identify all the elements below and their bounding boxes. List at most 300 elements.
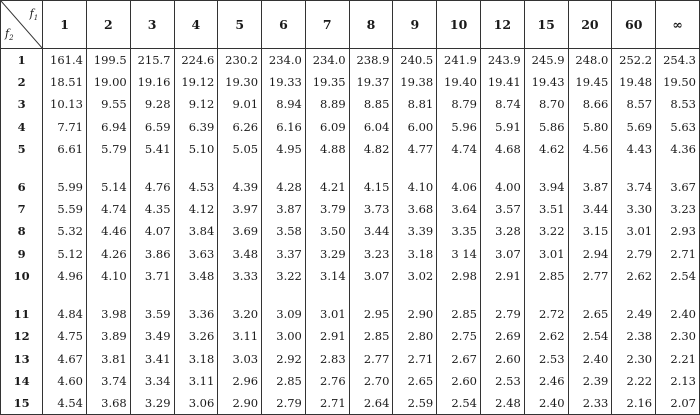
spacer-cell <box>262 160 306 175</box>
value-cell: 5.96 <box>437 116 481 138</box>
value-cell: 3.50 <box>305 220 349 242</box>
table-row <box>1 392 700 414</box>
value-cell: 3.68 <box>393 198 437 220</box>
value-cell: 2.85 <box>262 370 306 392</box>
value-cell: 6.26 <box>218 116 262 138</box>
value-cell: 2.21 <box>656 347 700 369</box>
value-cell: 6.61 <box>43 138 87 160</box>
value-cell: 5.14 <box>86 176 130 198</box>
value-cell: 6.94 <box>86 116 130 138</box>
value-cell: 3.01 <box>305 303 349 325</box>
value-cell: 3.11 <box>218 325 262 347</box>
value-cell: 2.40 <box>656 303 700 325</box>
spacer-cell <box>86 160 130 175</box>
value-cell: 2.77 <box>349 347 393 369</box>
value-cell: 2.91 <box>305 325 349 347</box>
column-header: ∞ <box>656 1 700 49</box>
value-cell: 3.11 <box>174 370 218 392</box>
table-row <box>1 370 700 392</box>
value-cell: 2.49 <box>612 303 656 325</box>
value-cell: 19.45 <box>568 71 612 93</box>
column-header: 20 <box>568 1 612 49</box>
value-cell: 2.93 <box>656 220 700 242</box>
value-cell: 2.64 <box>349 392 393 414</box>
value-cell: 243.9 <box>480 49 524 71</box>
table-row <box>1 265 700 287</box>
value-cell: 5.86 <box>524 116 568 138</box>
value-cell: 2.13 <box>656 370 700 392</box>
value-cell: 2.54 <box>656 265 700 287</box>
value-cell: 6.00 <box>393 116 437 138</box>
value-cell: 4.39 <box>218 176 262 198</box>
row-label: 11 <box>1 303 43 325</box>
value-cell: 3.01 <box>524 243 568 265</box>
value-cell: 2.90 <box>218 392 262 414</box>
value-cell: 2.72 <box>524 303 568 325</box>
corner-cell <box>1 1 43 49</box>
spacer-cell <box>174 160 218 175</box>
value-cell: 4.56 <box>568 138 612 160</box>
value-cell: 8.74 <box>480 93 524 115</box>
value-cell: 3.97 <box>218 198 262 220</box>
value-cell: 240.5 <box>393 49 437 71</box>
spacer-cell <box>656 287 700 302</box>
value-cell: 19.00 <box>86 71 130 93</box>
value-cell: 3.30 <box>612 198 656 220</box>
value-cell: 3.29 <box>130 392 174 414</box>
value-cell: 2.77 <box>568 265 612 287</box>
value-cell: 254.3 <box>656 49 700 71</box>
value-cell: 3.39 <box>393 220 437 242</box>
spacer-cell <box>524 287 568 302</box>
table-row <box>1 71 700 93</box>
value-cell: 4.43 <box>612 138 656 160</box>
spacer-cell <box>1 287 43 302</box>
value-cell: 8.66 <box>568 93 612 115</box>
spacer-cell <box>349 160 393 175</box>
value-cell: 3.63 <box>174 243 218 265</box>
value-cell: 2.79 <box>612 243 656 265</box>
value-cell: 4.46 <box>86 220 130 242</box>
value-cell: 2.83 <box>305 347 349 369</box>
value-cell: 2.46 <box>524 370 568 392</box>
value-cell: 8.81 <box>393 93 437 115</box>
row-label: 7 <box>1 198 43 220</box>
value-cell: 9.01 <box>218 93 262 115</box>
spacer-cell <box>612 160 656 175</box>
value-cell: 19.40 <box>437 71 481 93</box>
value-cell: 4.10 <box>86 265 130 287</box>
value-cell: 4.35 <box>130 198 174 220</box>
value-cell: 3.07 <box>349 265 393 287</box>
value-cell: 4.74 <box>437 138 481 160</box>
value-cell: 3.20 <box>218 303 262 325</box>
column-header: 9 <box>393 1 437 49</box>
value-cell: 2.90 <box>393 303 437 325</box>
row-label: 6 <box>1 176 43 198</box>
value-cell: 2.65 <box>393 370 437 392</box>
spacer-cell <box>174 287 218 302</box>
table-row <box>1 198 700 220</box>
value-cell: 3.23 <box>349 243 393 265</box>
column-header: 7 <box>305 1 349 49</box>
value-cell: 3.02 <box>393 265 437 287</box>
value-cell: 2.59 <box>393 392 437 414</box>
value-cell: 248.0 <box>568 49 612 71</box>
spacer-cell <box>130 160 174 175</box>
value-cell: 3.22 <box>524 220 568 242</box>
spacer-cell <box>480 287 524 302</box>
value-cell: 4.12 <box>174 198 218 220</box>
value-cell: 234.0 <box>305 49 349 71</box>
column-header: 3 <box>130 1 174 49</box>
value-cell: 2.40 <box>568 347 612 369</box>
spacer-cell <box>480 160 524 175</box>
value-cell: 3 14 <box>437 243 481 265</box>
value-cell: 5.69 <box>612 116 656 138</box>
value-cell: 199.5 <box>86 49 130 71</box>
value-cell: 5.41 <box>130 138 174 160</box>
value-cell: 230.2 <box>218 49 262 71</box>
spacer-cell <box>305 287 349 302</box>
value-cell: 4.75 <box>43 325 87 347</box>
value-cell: 2.33 <box>568 392 612 414</box>
spacer-cell <box>612 287 656 302</box>
value-cell: 4.06 <box>437 176 481 198</box>
table-row <box>1 347 700 369</box>
value-cell: 2.85 <box>524 265 568 287</box>
value-cell: 5.80 <box>568 116 612 138</box>
value-cell: 19.12 <box>174 71 218 93</box>
value-cell: 4.88 <box>305 138 349 160</box>
spacer-cell <box>43 287 87 302</box>
value-cell: 3.29 <box>305 243 349 265</box>
value-cell: 3.58 <box>262 220 306 242</box>
spacer-cell <box>656 160 700 175</box>
value-cell: 4.95 <box>262 138 306 160</box>
value-cell: 7.71 <box>43 116 87 138</box>
spacer-cell <box>393 160 437 175</box>
value-cell: 10.13 <box>43 93 87 115</box>
table-row <box>1 303 700 325</box>
value-cell: 3.44 <box>349 220 393 242</box>
value-cell: 2.76 <box>305 370 349 392</box>
value-cell: 3.23 <box>656 198 700 220</box>
value-cell: 18.51 <box>43 71 87 93</box>
header-row <box>1 1 700 49</box>
value-cell: 3.59 <box>130 303 174 325</box>
row-label: 3 <box>1 93 43 115</box>
row-label: 8 <box>1 220 43 242</box>
value-cell: 3.73 <box>349 198 393 220</box>
value-cell: 19.37 <box>349 71 393 93</box>
value-cell: 5.59 <box>43 198 87 220</box>
value-cell: 3.22 <box>262 265 306 287</box>
value-cell: 19.41 <box>480 71 524 93</box>
value-cell: 5.05 <box>218 138 262 160</box>
value-cell: 3.49 <box>130 325 174 347</box>
row-label: 1 <box>1 49 43 71</box>
value-cell: 5.63 <box>656 116 700 138</box>
spacer-cell <box>524 160 568 175</box>
table-row <box>1 93 700 115</box>
value-cell: 6.09 <box>305 116 349 138</box>
value-cell: 5.32 <box>43 220 87 242</box>
value-cell: 8.57 <box>612 93 656 115</box>
spacer-cell <box>1 160 43 175</box>
value-cell: 4.96 <box>43 265 87 287</box>
value-cell: 8.79 <box>437 93 481 115</box>
value-cell: 2.38 <box>612 325 656 347</box>
value-cell: 4.00 <box>480 176 524 198</box>
value-cell: 4.62 <box>524 138 568 160</box>
spacer-cell <box>130 287 174 302</box>
value-cell: 2.60 <box>437 370 481 392</box>
value-cell: 3.48 <box>174 265 218 287</box>
value-cell: 2.98 <box>437 265 481 287</box>
value-cell: 3.87 <box>568 176 612 198</box>
value-cell: 2.60 <box>480 347 524 369</box>
value-cell: 4.54 <box>43 392 87 414</box>
value-cell: 3.87 <box>262 198 306 220</box>
value-cell: 19.35 <box>305 71 349 93</box>
value-cell: 2.67 <box>437 347 481 369</box>
value-cell: 9.12 <box>174 93 218 115</box>
table-row <box>1 325 700 347</box>
value-cell: 2.22 <box>612 370 656 392</box>
value-cell: 8.85 <box>349 93 393 115</box>
value-cell: 2.71 <box>305 392 349 414</box>
spacer-cell <box>437 287 481 302</box>
value-cell: 3.15 <box>568 220 612 242</box>
column-header: 4 <box>174 1 218 49</box>
value-cell: 224.6 <box>174 49 218 71</box>
value-cell: 8.70 <box>524 93 568 115</box>
value-cell: 245.9 <box>524 49 568 71</box>
value-cell: 3.89 <box>86 325 130 347</box>
spacer-cell <box>437 160 481 175</box>
table-row <box>1 138 700 160</box>
value-cell: 3.18 <box>393 243 437 265</box>
table-row <box>1 49 700 71</box>
spacer-cell <box>305 160 349 175</box>
column-header: 5 <box>218 1 262 49</box>
value-cell: 3.64 <box>437 198 481 220</box>
value-cell: 2.62 <box>524 325 568 347</box>
row-label: 13 <box>1 347 43 369</box>
value-cell: 2.91 <box>480 265 524 287</box>
column-header: 1 <box>43 1 87 49</box>
value-cell: 4.68 <box>480 138 524 160</box>
value-cell: 4.53 <box>174 176 218 198</box>
value-cell: 2.96 <box>218 370 262 392</box>
value-cell: 3.14 <box>305 265 349 287</box>
value-cell: 2.40 <box>524 392 568 414</box>
value-cell: 8.94 <box>262 93 306 115</box>
value-cell: 2.69 <box>480 325 524 347</box>
group-spacer <box>1 160 700 175</box>
value-cell: 3.41 <box>130 347 174 369</box>
row-label: 10 <box>1 265 43 287</box>
value-cell: 2.48 <box>480 392 524 414</box>
value-cell: 2.71 <box>656 243 700 265</box>
value-cell: 4.67 <box>43 347 87 369</box>
value-cell: 2.94 <box>568 243 612 265</box>
row-label: 15 <box>1 392 43 414</box>
value-cell: 3.68 <box>86 392 130 414</box>
value-cell: 2.07 <box>656 392 700 414</box>
value-cell: 2.85 <box>349 325 393 347</box>
table-row <box>1 243 700 265</box>
value-cell: 2.75 <box>437 325 481 347</box>
value-cell: 2.54 <box>437 392 481 414</box>
value-cell: 3.35 <box>437 220 481 242</box>
column-header: 2 <box>86 1 130 49</box>
value-cell: 161.4 <box>43 49 87 71</box>
value-cell: 2.85 <box>437 303 481 325</box>
table-row <box>1 220 700 242</box>
column-header: 60 <box>612 1 656 49</box>
value-cell: 2.71 <box>393 347 437 369</box>
value-cell: 2.39 <box>568 370 612 392</box>
value-cell: 2.70 <box>349 370 393 392</box>
value-cell: 3.26 <box>174 325 218 347</box>
value-cell: 5.12 <box>43 243 87 265</box>
value-cell: 9.55 <box>86 93 130 115</box>
row-label: 14 <box>1 370 43 392</box>
value-cell: 3.71 <box>130 265 174 287</box>
value-cell: 2.53 <box>524 347 568 369</box>
value-cell: 3.51 <box>524 198 568 220</box>
value-cell: 3.48 <box>218 243 262 265</box>
value-cell: 19.50 <box>656 71 700 93</box>
value-cell: 5.10 <box>174 138 218 160</box>
value-cell: 3.74 <box>612 176 656 198</box>
column-header: 10 <box>437 1 481 49</box>
value-cell: 19.16 <box>130 71 174 93</box>
table-row <box>1 116 700 138</box>
f1-label: $f_1$ <box>29 7 39 23</box>
value-cell: 3.67 <box>656 176 700 198</box>
value-cell: 4.21 <box>305 176 349 198</box>
value-cell: 4.60 <box>43 370 87 392</box>
value-cell: 2.62 <box>612 265 656 287</box>
table-row <box>1 176 700 198</box>
value-cell: 4.10 <box>393 176 437 198</box>
value-cell: 4.15 <box>349 176 393 198</box>
spacer-cell <box>218 160 262 175</box>
spacer-cell <box>43 160 87 175</box>
value-cell: 3.84 <box>174 220 218 242</box>
value-cell: 241.9 <box>437 49 481 71</box>
value-cell: 4.84 <box>43 303 87 325</box>
value-cell: 6.39 <box>174 116 218 138</box>
f2-label: $f_2$ <box>5 26 14 42</box>
value-cell: 6.04 <box>349 116 393 138</box>
value-cell: 3.33 <box>218 265 262 287</box>
value-cell: 4.76 <box>130 176 174 198</box>
value-cell: 3.37 <box>262 243 306 265</box>
value-cell: 3.01 <box>612 220 656 242</box>
value-cell: 2.79 <box>262 392 306 414</box>
value-cell: 2.65 <box>568 303 612 325</box>
value-cell: 2.92 <box>262 347 306 369</box>
row-label: 12 <box>1 325 43 347</box>
table-body <box>1 49 700 415</box>
value-cell: 5.79 <box>86 138 130 160</box>
value-cell: 5.99 <box>43 176 87 198</box>
value-cell: 3.34 <box>130 370 174 392</box>
spacer-cell <box>262 287 306 302</box>
value-cell: 4.36 <box>656 138 700 160</box>
spacer-cell <box>86 287 130 302</box>
row-label: 2 <box>1 71 43 93</box>
value-cell: 3.94 <box>524 176 568 198</box>
value-cell: 3.86 <box>130 243 174 265</box>
value-cell: 3.69 <box>218 220 262 242</box>
value-cell: 2.54 <box>568 325 612 347</box>
value-cell: 4.77 <box>393 138 437 160</box>
value-cell: 3.18 <box>174 347 218 369</box>
value-cell: 4.07 <box>130 220 174 242</box>
column-header: 8 <box>349 1 393 49</box>
row-label: 5 <box>1 138 43 160</box>
spacer-cell <box>393 287 437 302</box>
value-cell: 5.91 <box>480 116 524 138</box>
value-cell: 2.95 <box>349 303 393 325</box>
value-cell: 3.03 <box>218 347 262 369</box>
column-header: 12 <box>480 1 524 49</box>
value-cell: 252.2 <box>612 49 656 71</box>
value-cell: 3.44 <box>568 198 612 220</box>
spacer-cell <box>568 160 612 175</box>
value-cell: 2.30 <box>656 325 700 347</box>
value-cell: 19.48 <box>612 71 656 93</box>
value-cell: 3.79 <box>305 198 349 220</box>
value-cell: 3.09 <box>262 303 306 325</box>
value-cell: 2.79 <box>480 303 524 325</box>
value-cell: 234.0 <box>262 49 306 71</box>
value-cell: 3.00 <box>262 325 306 347</box>
spacer-cell <box>568 287 612 302</box>
value-cell: 19.38 <box>393 71 437 93</box>
value-cell: 3.74 <box>86 370 130 392</box>
value-cell: 2.80 <box>393 325 437 347</box>
value-cell: 3.81 <box>86 347 130 369</box>
value-cell: 2.30 <box>612 347 656 369</box>
value-cell: 6.59 <box>130 116 174 138</box>
value-cell: 238.9 <box>349 49 393 71</box>
value-cell: 4.26 <box>86 243 130 265</box>
value-cell: 215.7 <box>130 49 174 71</box>
value-cell: 2.53 <box>480 370 524 392</box>
row-label: 4 <box>1 116 43 138</box>
column-header: 6 <box>262 1 306 49</box>
value-cell: 8.89 <box>305 93 349 115</box>
column-header: 15 <box>524 1 568 49</box>
value-cell: 19.43 <box>524 71 568 93</box>
spacer-cell <box>218 287 262 302</box>
value-cell: 3.06 <box>174 392 218 414</box>
value-cell: 9.28 <box>130 93 174 115</box>
value-cell: 3.98 <box>86 303 130 325</box>
value-cell: 2.16 <box>612 392 656 414</box>
value-cell: 6.16 <box>262 116 306 138</box>
group-spacer <box>1 287 700 302</box>
value-cell: 3.36 <box>174 303 218 325</box>
spacer-cell <box>349 287 393 302</box>
value-cell: 8.53 <box>656 93 700 115</box>
